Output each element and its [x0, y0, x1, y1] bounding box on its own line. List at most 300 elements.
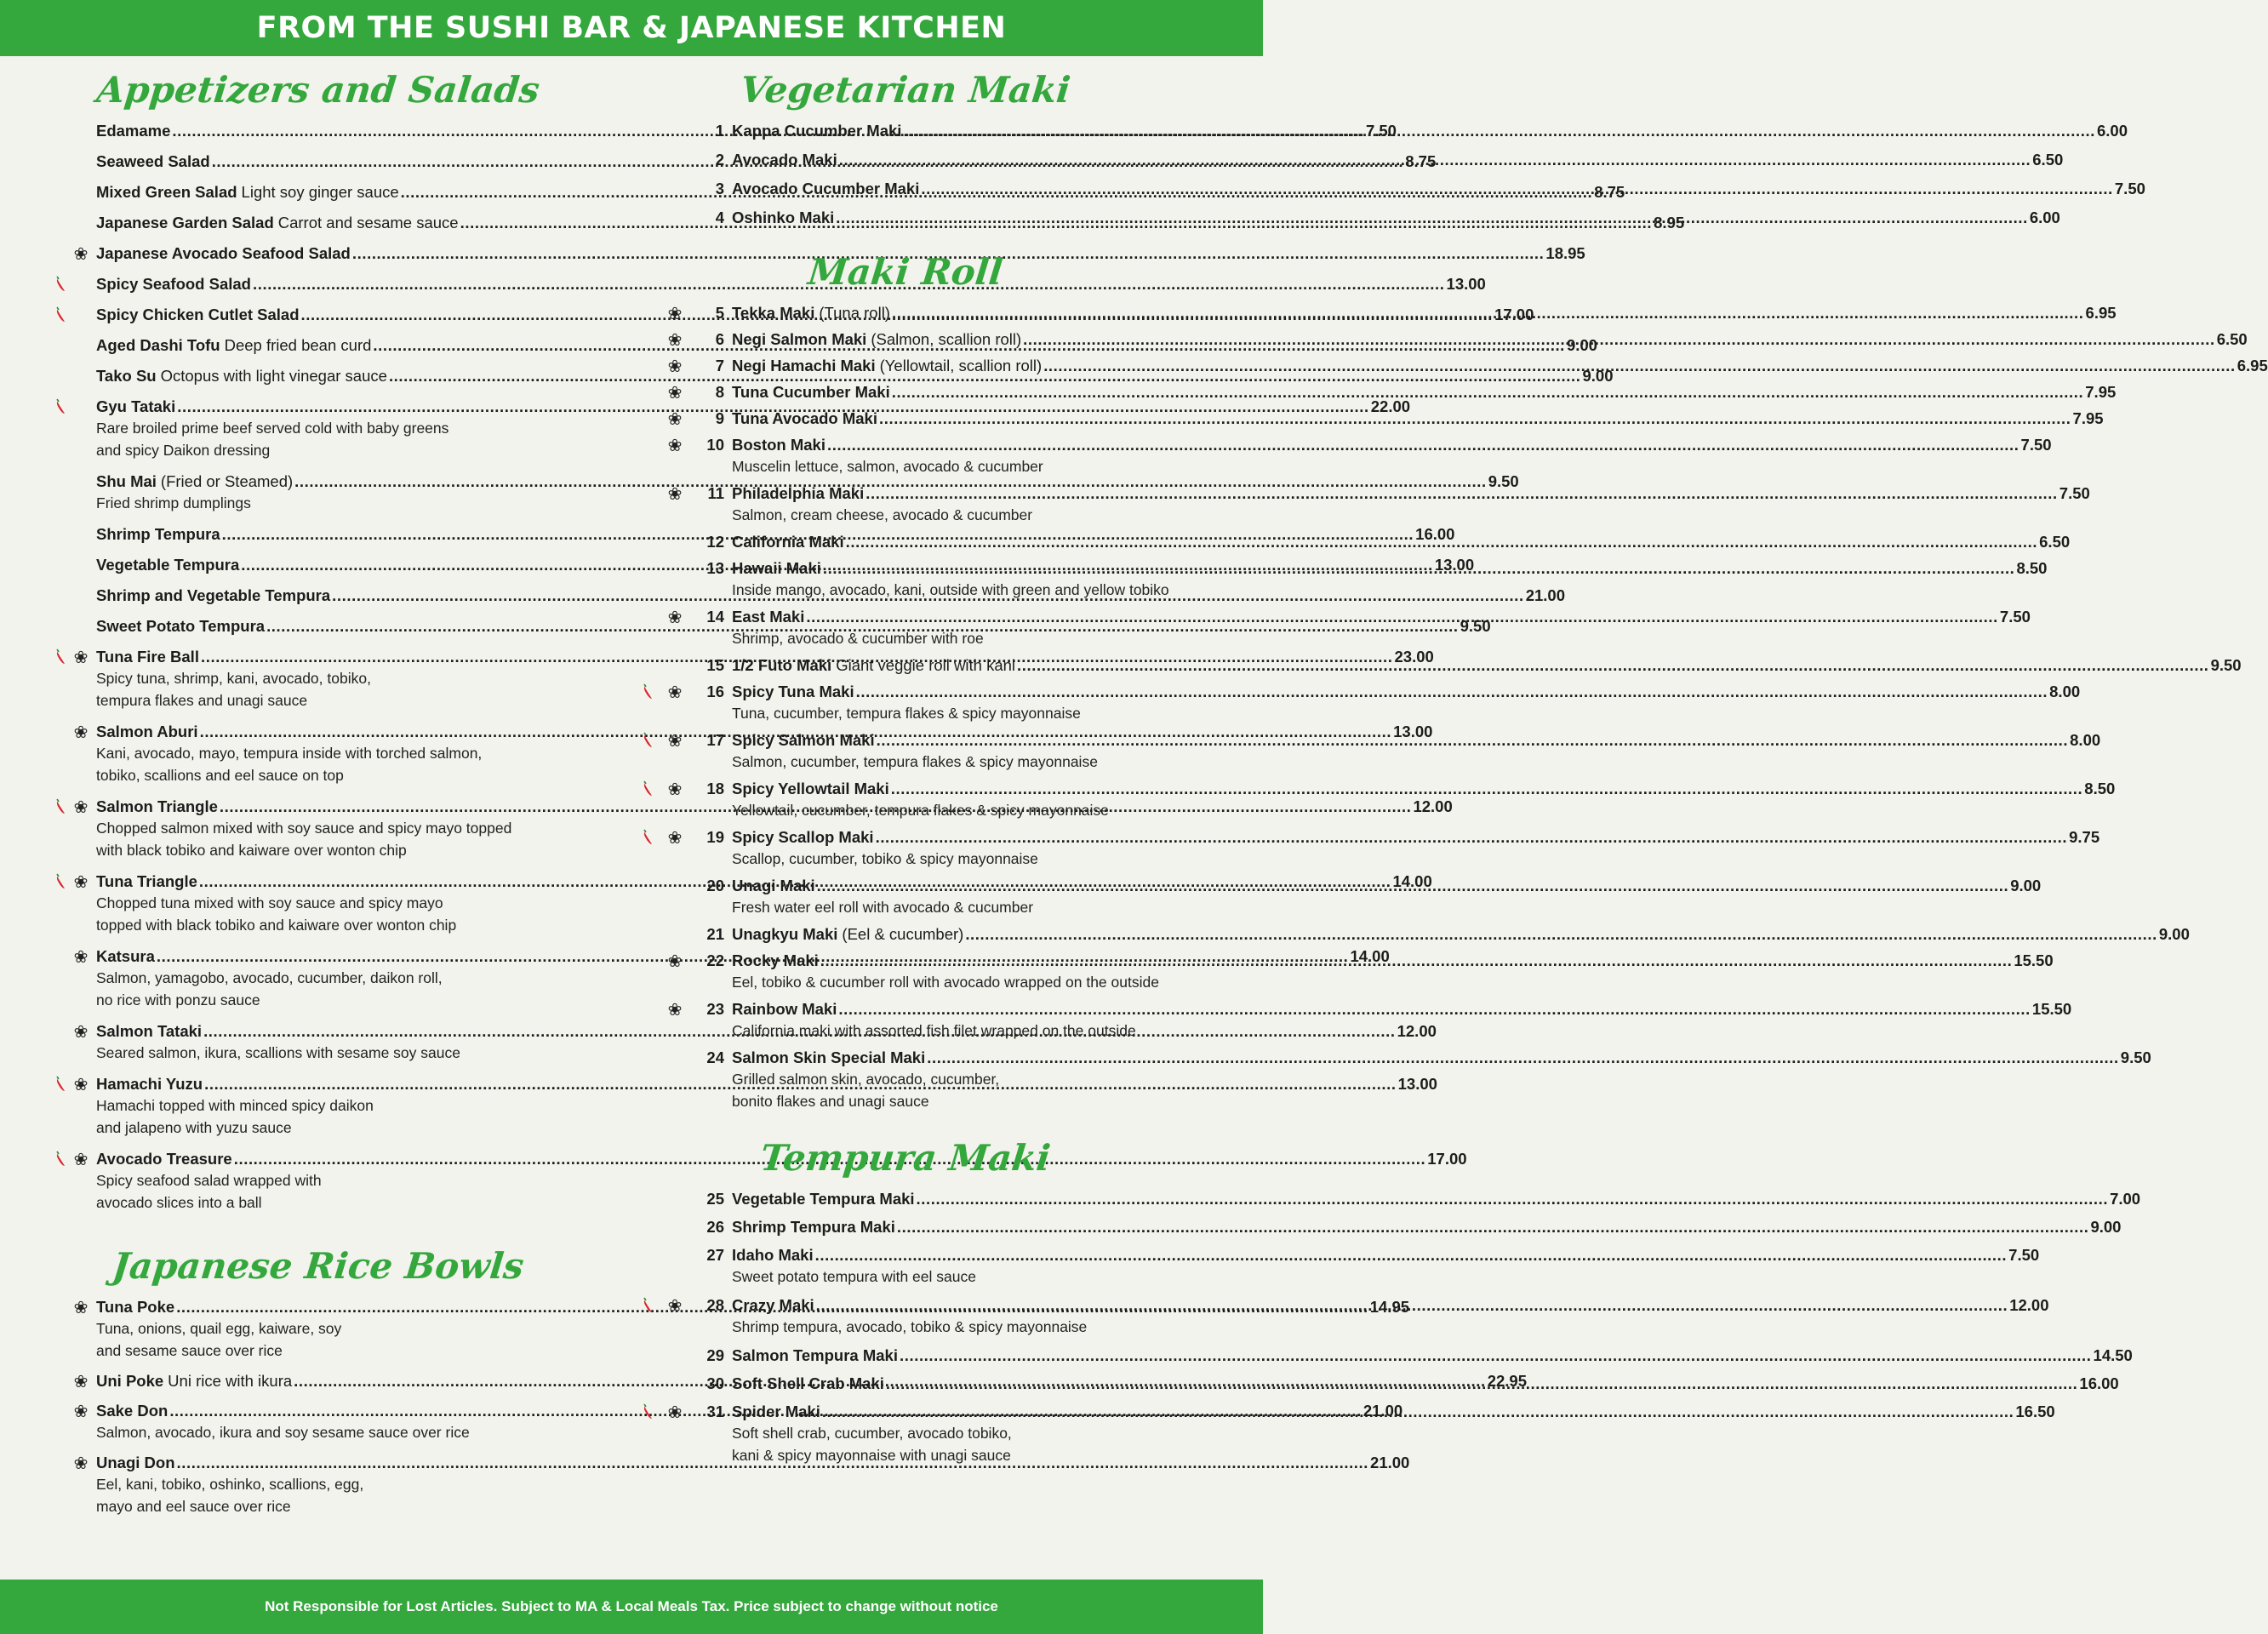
item-markers [642, 1402, 696, 1422]
flower-icon: ❀ [73, 871, 89, 892]
item-name: Spicy Tuna Maki [732, 683, 854, 700]
item-markers [642, 483, 696, 504]
item-markers [54, 647, 96, 667]
chili-pepper-icon [54, 873, 66, 890]
flower-icon [71, 122, 90, 140]
item-number: 20 [706, 877, 724, 894]
item-price: 13.00 [1393, 723, 1433, 740]
chili-pepper-icon [54, 276, 66, 293]
flower-icon [666, 209, 684, 227]
flower-icon: ❀ [73, 1149, 89, 1169]
item-name: Uni Poke [96, 1372, 164, 1390]
item-description: Yellowtail, cucumber, tempura flakes & spicy mayonnaise [732, 802, 1109, 819]
menu-item [642, 483, 2090, 526]
item-price: 16.00 [2079, 1374, 2119, 1392]
flower-icon: ❀ [73, 722, 89, 742]
dot-leader [921, 179, 2113, 199]
item-name: Spider Maki [732, 1403, 820, 1420]
footer-banner [0, 1580, 1263, 1634]
item-markers [642, 382, 696, 403]
item-name: Rainbow Maki [732, 1000, 837, 1018]
item-name: Hawaii Maki [732, 559, 821, 577]
flower-icon: ❀ [667, 483, 683, 504]
item-name: Vegetable Tempura [96, 556, 240, 574]
section-title-rice-bowls: Japanese Rice Bowls [110, 1245, 526, 1287]
dot-leader [806, 607, 1998, 627]
item-name: Philadelphia Maki [732, 484, 865, 502]
item-name: Japanese Garden Salad [96, 214, 274, 231]
flower-icon [666, 877, 684, 895]
item-price: 6.50 [2039, 533, 2071, 551]
item-number: 16 [706, 683, 724, 700]
item-description: Eel, kani, tobiko, oshinko, scallions, egg, [96, 1476, 364, 1493]
item-description: Chopped salmon mixed with soy sauce and spicy mayo topped [96, 820, 512, 837]
item-markers [54, 471, 96, 492]
item-markers [642, 682, 696, 702]
item-description: Salmon, cucumber, tempura flakes & spicy mayonnaise [732, 753, 1098, 770]
item-markers [54, 121, 96, 141]
chili-pepper-icon [642, 357, 654, 374]
chili-pepper-icon [642, 305, 654, 322]
item-number: 14 [706, 608, 724, 626]
menu-item [642, 408, 2104, 429]
dot-leader [892, 382, 2084, 403]
item-price: 7.95 [2072, 409, 2104, 427]
flower-icon [71, 152, 90, 171]
item-note: (Fried or Steamed) [160, 472, 294, 490]
item-name: Avocado Maki [732, 151, 837, 169]
item-name: Salmon Skin Special Maki [732, 1048, 926, 1066]
chili-pepper-icon [54, 723, 66, 740]
item-markers [54, 182, 96, 203]
item-number: 28 [706, 1296, 724, 1314]
chili-pepper-icon [642, 732, 654, 749]
dot-leader [816, 1295, 2008, 1316]
item-note: (Salmon, scallion roll) [871, 330, 1022, 348]
flower-icon [666, 559, 684, 578]
item-note: (Yellowtail, scallion roll) [879, 357, 1043, 374]
flower-icon [666, 1374, 684, 1393]
item-price: 15.50 [2014, 951, 2054, 969]
item-name: Salmon Triangle [96, 797, 218, 815]
item-markers [54, 335, 96, 356]
item-price: 6.00 [2096, 122, 2128, 140]
dot-leader [1017, 655, 2209, 676]
menu-item [642, 1345, 2133, 1366]
item-description: Scallop, cucumber, tobiko & spicy mayonnaise [732, 850, 1038, 867]
item-price: 14.00 [1350, 947, 1390, 965]
item-name: Seaweed Salad [96, 152, 210, 170]
flower-icon [666, 1048, 684, 1067]
item-number: 6 [715, 330, 724, 348]
chili-pepper-icon [642, 410, 654, 427]
item-name: Avocado Treasure [96, 1150, 232, 1168]
chili-pepper-icon [54, 1151, 66, 1168]
dot-leader [1023, 329, 2215, 350]
item-description: Chopped tuna mixed with soy sauce and spicy mayo [96, 894, 443, 911]
item-description: California maki with assorted fish filet wrapped on the outside [732, 1022, 1136, 1039]
item-number: 29 [706, 1346, 724, 1364]
item-markers [54, 305, 96, 325]
dot-leader [838, 999, 2031, 1020]
item-name: California Maki [732, 533, 844, 551]
chili-pepper-icon [642, 1403, 654, 1420]
item-name: Edamame [96, 122, 171, 140]
item-markers [54, 555, 96, 575]
item-name: East Maki [732, 608, 805, 626]
dot-leader [965, 924, 2157, 945]
item-number: 9 [715, 409, 724, 427]
item-price: 12.00 [1397, 1022, 1437, 1040]
chili-pepper-icon [54, 587, 66, 604]
flower-icon [71, 525, 90, 544]
item-markers [54, 274, 96, 294]
dot-leader [917, 1189, 2109, 1209]
chili-pepper-icon [54, 153, 66, 170]
chili-pepper-icon [54, 473, 66, 490]
item-price: 13.00 [1434, 556, 1475, 574]
item-description: Shrimp tempura, avocado, tobiko & spicy mayonnaise [732, 1318, 1088, 1335]
menu-item [54, 366, 1614, 386]
chili-pepper-icon [642, 151, 654, 169]
flower-icon [666, 1246, 684, 1265]
item-name: Negi Salmon Maki [732, 330, 867, 348]
chili-pepper-icon [54, 123, 66, 140]
flower-icon [71, 397, 90, 416]
menu-item [642, 1217, 2122, 1237]
item-name: Idaho Maki [732, 1246, 814, 1264]
item-markers [54, 213, 96, 233]
chili-pepper-icon [642, 1297, 654, 1314]
item-price: 6.50 [2216, 330, 2248, 348]
chili-pepper-icon [642, 1001, 654, 1018]
item-name: Japanese Avocado Seafood Salad [96, 244, 351, 262]
item-price: 17.00 [1427, 1150, 1467, 1168]
item-note: Light soy ginger sauce [241, 183, 399, 201]
item-description: with black tobiko and kaiware over wonton chip [96, 842, 407, 859]
item-name: Boston Maki [732, 436, 826, 454]
item-number: 21 [706, 925, 724, 943]
flower-icon: ❀ [73, 1371, 89, 1391]
dot-leader [827, 435, 2019, 455]
item-description: Salmon, avocado, ikura and soy sesame sauce over rice [96, 1424, 470, 1441]
item-markers [54, 1074, 96, 1094]
chili-pepper-icon [54, 557, 66, 574]
item-number: 4 [715, 209, 724, 226]
chili-pepper-icon [642, 926, 654, 943]
item-name: Unagi Don [96, 1454, 175, 1471]
dot-leader [892, 303, 2084, 323]
item-number: 18 [706, 780, 724, 797]
item-number: 2 [715, 151, 724, 169]
item-number: 8 [715, 383, 724, 401]
item-price: 9.00 [2090, 1218, 2122, 1236]
item-number: 11 [707, 484, 724, 502]
item-markers [642, 435, 696, 455]
item-price: 18.95 [1545, 244, 1585, 262]
flower-icon [666, 1346, 684, 1365]
dot-leader [817, 876, 2009, 896]
section-title-appetizers: Appetizers and Salads [94, 69, 542, 111]
item-name: 1/2 Futo Maki [732, 656, 832, 674]
item-name: Salmon Aburi [96, 723, 198, 740]
dot-leader [903, 121, 2095, 141]
flower-icon [666, 122, 684, 140]
item-name: Shrimp Tempura [96, 525, 220, 543]
item-number: 26 [706, 1218, 724, 1236]
chili-pepper-icon [54, 1299, 66, 1316]
dot-leader [836, 208, 2028, 228]
item-description: Tuna, cucumber, tempura flakes & spicy mayonnaise [732, 705, 1081, 722]
chili-pepper-icon [54, 398, 66, 415]
item-name: Gyu Tataki [96, 397, 176, 415]
chili-pepper-icon [642, 1247, 654, 1264]
item-price: 14.95 [1369, 1298, 1410, 1316]
dot-leader [891, 779, 2083, 799]
chili-pepper-icon [642, 608, 654, 626]
item-markers [642, 558, 696, 579]
item-name: Oshinko Maki [732, 209, 835, 226]
item-description: and jalapeno with yuzu sauce [96, 1119, 292, 1136]
item-description: Inside mango, avocado, kani, outside with green and yellow tobiko [732, 581, 1169, 598]
flower-icon: ❀ [73, 647, 89, 667]
item-number: 30 [706, 1374, 724, 1392]
section-title-maki-roll: Maki Roll [806, 251, 1005, 293]
flower-icon: ❀ [73, 1021, 89, 1042]
item-description: Rare broiled prime beef served cold with baby greens [96, 420, 449, 437]
item-number: 22 [706, 951, 724, 969]
flower-icon: ❀ [667, 1402, 683, 1422]
dot-leader [886, 1374, 2078, 1394]
flower-icon: ❀ [73, 1401, 89, 1421]
item-price: 21.00 [1370, 1454, 1410, 1471]
item-price: 9.50 [2120, 1048, 2151, 1066]
item-markers [54, 1297, 96, 1317]
item-markers [642, 179, 696, 199]
item-description: Fried shrimp dumplings [96, 494, 251, 511]
item-price: 8.75 [1594, 183, 1625, 201]
flower-icon: ❀ [667, 999, 683, 1020]
item-price: 16.50 [2015, 1403, 2055, 1420]
chili-pepper-icon [642, 485, 654, 502]
item-markers [54, 722, 96, 742]
section-title-tempura-maki: Tempura Maki [758, 1137, 1053, 1179]
item-name: Tuna Avocado Maki [732, 409, 877, 427]
item-description: tobiko, scallions and eel sauce on top [96, 767, 344, 784]
chili-pepper-icon [642, 1219, 654, 1236]
dot-leader [897, 1217, 2089, 1237]
dot-leader [865, 483, 2058, 504]
dot-leader [822, 1402, 2014, 1422]
item-price: 14.50 [2093, 1346, 2133, 1364]
flower-icon [666, 656, 684, 675]
item-number: 25 [706, 1190, 724, 1208]
item-name: Spicy Scallop Maki [732, 828, 874, 846]
item-price: 7.50 [2114, 180, 2145, 197]
item-name: Aged Dashi Tofu [96, 336, 220, 354]
chili-pepper-icon [54, 798, 66, 815]
item-description: bonito flakes and unagi sauce [732, 1093, 929, 1110]
item-price: 7.50 [1365, 122, 1397, 140]
item-name: Spicy Chicken Cutlet Salad [96, 306, 300, 323]
flower-icon [666, 533, 684, 551]
item-price: 8.00 [2070, 731, 2101, 749]
menu-item [54, 243, 1585, 264]
flower-icon [666, 1218, 684, 1237]
item-price: 23.00 [1394, 648, 1434, 666]
item-markers [54, 586, 96, 606]
item-markers [642, 1048, 696, 1068]
chili-pepper-icon [642, 829, 654, 846]
flower-icon: ❀ [667, 356, 683, 376]
item-markers [642, 730, 696, 751]
item-price: 9.50 [1488, 472, 1519, 490]
item-price: 12.00 [1413, 797, 1453, 815]
item-markers [54, 616, 96, 637]
flower-icon [71, 336, 90, 355]
item-price: 22.00 [1370, 397, 1411, 415]
item-markers [54, 946, 96, 967]
dot-leader [839, 150, 2031, 170]
item-description: Tuna, onions, quail egg, kaiware, soy [96, 1320, 342, 1337]
dot-leader [879, 408, 2071, 429]
flower-icon [71, 556, 90, 574]
chili-pepper-icon [642, 209, 654, 226]
item-markers [642, 951, 696, 971]
header-banner [0, 0, 1263, 56]
flower-icon: ❀ [73, 946, 89, 967]
chili-pepper-icon [642, 384, 654, 401]
flower-icon [666, 151, 684, 169]
item-note: Deep fried bean curd [224, 336, 372, 354]
item-price: 22.95 [1487, 1372, 1528, 1390]
item-price: 7.50 [2008, 1246, 2040, 1264]
item-markers [642, 607, 696, 627]
item-note: (Tuna roll) [819, 304, 890, 322]
item-number: 27 [706, 1246, 724, 1264]
item-number: 10 [706, 436, 724, 454]
item-name: Tako Su [96, 367, 157, 385]
chili-pepper-icon [54, 1023, 66, 1040]
item-price: 8.50 [2016, 559, 2048, 577]
chili-pepper-icon [642, 123, 654, 140]
dot-leader [877, 730, 2069, 751]
item-name: Tuna Triangle [96, 872, 197, 890]
item-price: 7.50 [2020, 436, 2052, 454]
chili-pepper-icon [642, 657, 654, 674]
item-price: 7.00 [2110, 1190, 2141, 1208]
chili-pepper-icon [642, 1347, 654, 1364]
item-price: 7.50 [2059, 484, 2090, 502]
flower-icon: ❀ [667, 303, 683, 323]
item-markers [54, 797, 96, 817]
item-markers [642, 1374, 696, 1394]
flower-icon [71, 214, 90, 232]
item-price: 8.75 [1405, 152, 1437, 170]
item-number: 24 [706, 1048, 724, 1066]
footer-text: Not Responsible for Lost Articles. Subject to MA & Local Meals Tax. Price subject to change without notice [265, 1598, 998, 1614]
flower-icon [71, 183, 90, 202]
chili-pepper-icon [54, 948, 66, 965]
flower-icon: ❀ [73, 243, 89, 264]
item-markers [642, 827, 696, 848]
flower-icon: ❀ [667, 1295, 683, 1316]
item-markers [642, 121, 696, 141]
item-description: and spicy Daikon dressing [96, 442, 271, 459]
flower-icon: ❀ [667, 827, 683, 848]
flower-icon [71, 306, 90, 324]
menu-item [642, 924, 2190, 945]
menu-item [642, 382, 2117, 403]
item-price: 8.00 [2049, 683, 2081, 700]
item-price: 21.00 [1525, 586, 1566, 604]
item-description: Soft shell crab, cucumber, avocado tobiko, [732, 1425, 1012, 1442]
item-markers [642, 1345, 696, 1366]
chili-pepper-icon [642, 560, 654, 577]
chili-pepper-icon [642, 1191, 654, 1208]
item-markers [54, 151, 96, 172]
chili-pepper-icon [54, 618, 66, 635]
item-price: 6.95 [2085, 304, 2117, 322]
dot-leader [846, 532, 2038, 552]
item-price: 9.50 [1460, 617, 1491, 635]
item-description: Salmon, cream cheese, avocado & cucumber [732, 506, 1033, 523]
menu-item [642, 1245, 2040, 1288]
item-name: Tuna Cucumber Maki [732, 383, 890, 401]
chili-pepper-icon [642, 437, 654, 454]
item-number: 15 [706, 656, 724, 674]
flower-icon [666, 925, 684, 944]
item-description: and sesame sauce over rice [96, 1342, 283, 1359]
flower-icon [666, 180, 684, 198]
item-price: 9.00 [2158, 925, 2190, 943]
flower-icon: ❀ [667, 682, 683, 702]
item-price: 12.00 [2009, 1296, 2049, 1314]
item-price: 13.00 [1397, 1075, 1437, 1093]
item-name: Soft Shell Crab Maki [732, 1374, 884, 1392]
flower-icon: ❀ [73, 1074, 89, 1094]
item-name: Sake Don [96, 1402, 169, 1420]
item-description: Kani, avocado, mayo, tempura inside with torched salmon, [96, 745, 483, 762]
dot-leader [856, 682, 2048, 702]
item-markers [642, 1189, 696, 1209]
chili-pepper-icon [642, 1049, 654, 1066]
item-price: 17.00 [1494, 306, 1534, 323]
flower-icon: ❀ [667, 382, 683, 403]
item-description: Sweet potato tempura with eel sauce [732, 1268, 976, 1285]
item-price: 8.50 [2084, 780, 2116, 797]
item-markers [642, 303, 696, 323]
item-markers [642, 924, 696, 945]
item-name: Unagkyu Maki [732, 925, 838, 943]
item-price: 21.00 [1363, 1402, 1403, 1420]
item-markers [642, 408, 696, 429]
chili-pepper-icon [642, 1375, 654, 1392]
chili-pepper-icon [54, 337, 66, 354]
item-name: Kappa Cucumber Maki [732, 122, 902, 140]
flower-icon [71, 586, 90, 605]
item-markers [54, 524, 96, 545]
chili-pepper-icon [54, 1403, 66, 1420]
item-description: topped with black tobiko and kaiware over wonton chip [96, 917, 457, 934]
item-number: 7 [715, 357, 724, 374]
flower-icon: ❀ [73, 1297, 89, 1317]
dot-leader [1043, 356, 2236, 376]
chili-pepper-icon [642, 534, 654, 551]
item-name: Sweet Potato Tempura [96, 617, 266, 635]
item-name: Tekka Maki [732, 304, 815, 322]
item-markers [54, 1371, 96, 1391]
